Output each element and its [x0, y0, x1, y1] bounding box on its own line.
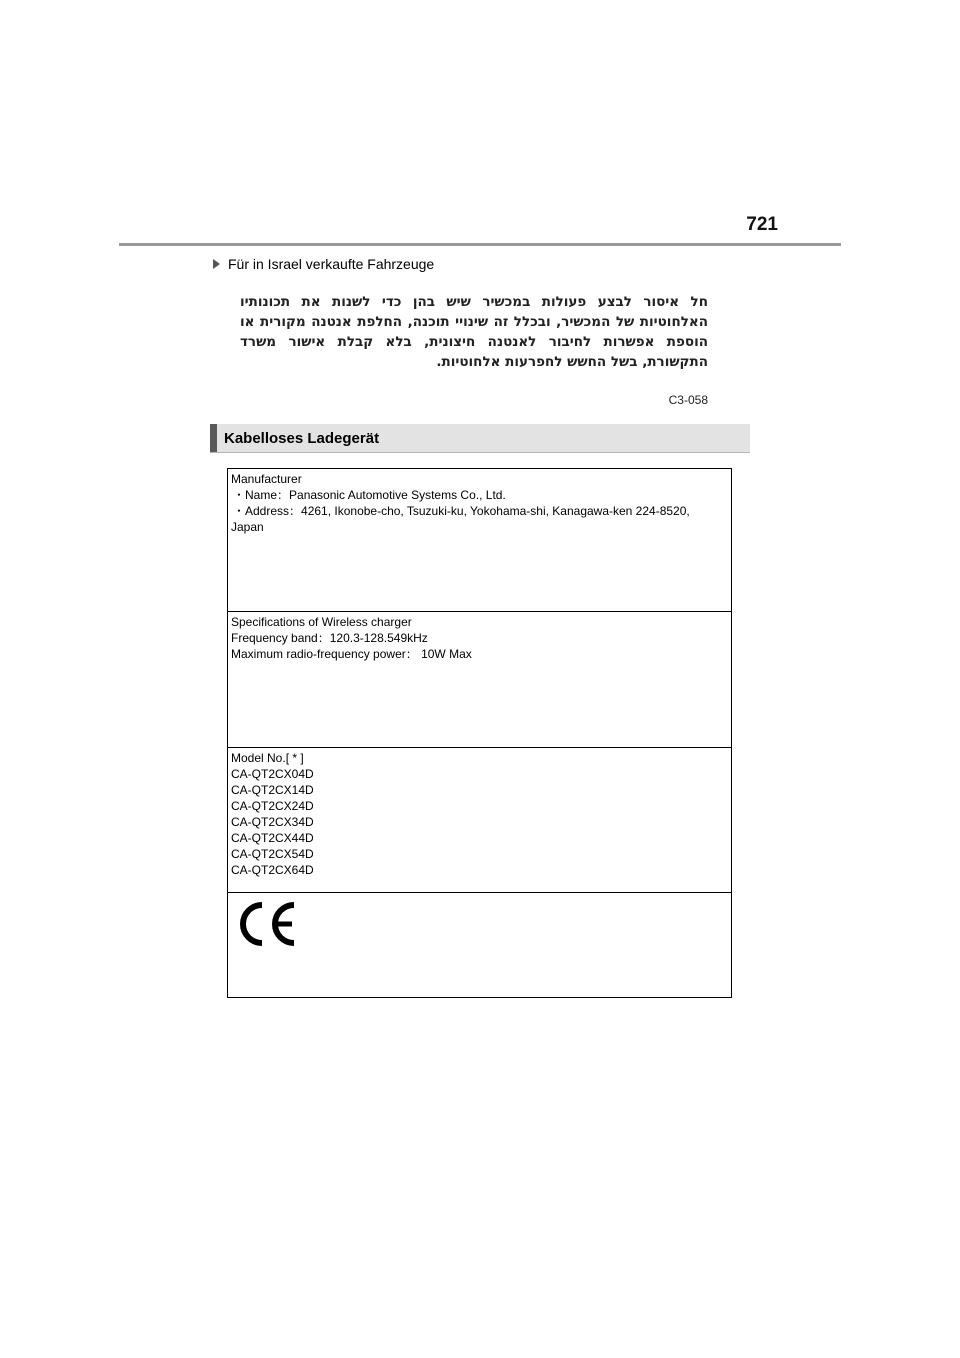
models-cell [228, 748, 731, 893]
model-item: CA-QT2CX64D [231, 863, 314, 877]
model-item: CA-QT2CX04D [231, 767, 314, 781]
manufacturer-address-cont: Japan [231, 520, 264, 534]
spec-table [227, 468, 732, 998]
specifications-heading: Specifications of Wireless charger [231, 615, 412, 629]
manufacturer-address: ・Address：4261, Ikonobe-cho, Tsuzuki-ku, Yokohama-shi, Kanagawa-ken 224-8520, [233, 504, 690, 518]
manufacturer-name: ・Name：Panasonic Automotive Systems Co., Ltd. [233, 488, 506, 502]
section-heading [210, 424, 750, 453]
bullet-heading-text: Für in Israel verkaufte Fahrzeuge [228, 256, 435, 272]
specifications-cell [228, 612, 731, 748]
manufacturer-heading: Manufacturer [231, 472, 302, 486]
page-number: 721 [746, 214, 778, 235]
header-rule [119, 243, 841, 246]
model-item: CA-QT2CX54D [231, 847, 314, 861]
manufacturer-cell [228, 469, 731, 612]
ce-mark-cell [228, 893, 731, 997]
section-title: Kabelloses Ladegerät [224, 429, 380, 447]
figure-code: C3-058 [668, 393, 708, 407]
max-rf-power: Maximum radio-frequency power： 10W Max [231, 647, 472, 661]
hebrew-notice: חל איסור לבצע פעולות במכשיר שיש בהן כדי לשנות את תכונותיו האלחוטיות של המכשיר, ובכלל זה שינויי תוכנה, החלפת אנטנה מקורית או הוספת אפשרות לחיבור לאנטנה חיצונית, בלא קבלת אישור משרד התקשורת, בשל החשש לחפרעות אלחוטיות. [240, 294, 708, 370]
model-item: CA-QT2CX34D [231, 815, 314, 829]
frequency-band: Frequency band：120.3-128.549kHz [231, 631, 428, 645]
section-heading-bar [210, 424, 217, 452]
model-item: CA-QT2CX44D [231, 831, 314, 845]
ce-mark-icon [236, 901, 300, 947]
models-heading: Model No.[ * ] [231, 751, 304, 765]
model-item: CA-QT2CX14D [231, 783, 314, 797]
model-item: CA-QT2CX24D [231, 799, 314, 813]
triangle-bullet-icon [213, 259, 220, 269]
bullet-heading [213, 256, 434, 272]
